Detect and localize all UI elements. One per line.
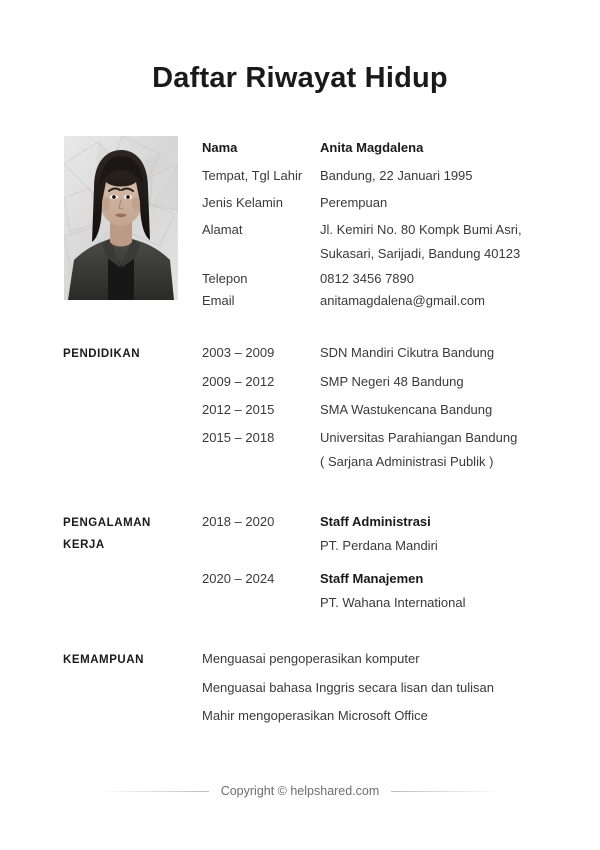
section-heading-pengalaman-kerja [63,512,198,556]
experience-position-2: Staff Manajemen [320,571,424,586]
personal-label-email: Email [202,293,235,308]
education-institution-4-line1: Universitas Parahiangan Bandung [320,430,518,445]
personal-value-telepon: 0812 3456 7890 [320,271,414,286]
education-years-2: 2009 – 2012 [202,374,275,389]
experience-detail-2 [320,569,575,613]
experience-position-1: Staff Administrasi [320,514,431,529]
footer [0,784,600,798]
education-institution-4 [320,428,575,472]
personal-value-tempat-tgl-lahir: Bandung, 22 Januari 1995 [320,168,473,183]
section-heading-kemampuan: KEMAMPUAN [63,654,144,666]
education-institution-4-line2: ( Sarjana Administrasi Publik ) [320,454,494,469]
section-heading-pengalaman-kerja-line2: KERJA [63,539,105,551]
personal-value-alamat [320,220,575,264]
section-heading-pengalaman-kerja-line1: PENGALAMAN [63,517,151,529]
skills-item-1: Menguasai pengoperasikan komputer [202,651,420,666]
personal-value-alamat-line1: Jl. Kemiri No. 80 Kompk Bumi Asri, [320,222,522,237]
personal-label-jenis-kelamin: Jenis Kelamin [202,195,283,210]
footer-rule-left [99,791,209,792]
skills-item-2: Menguasai bahasa Inggris secara lisan dan tulisan [202,680,494,695]
portrait-photo [64,136,178,300]
personal-value-jenis-kelamin: Perempuan [320,195,388,210]
education-institution-3: SMA Wastukencana Bandung [320,402,493,417]
personal-value-alamat-line2: Sukasari, Sarijadi, Bandung 40123 [320,246,521,261]
personal-label-nama: Nama [202,140,238,155]
education-years-4: 2015 – 2018 [202,430,275,445]
personal-label-telepon: Telepon [202,271,248,286]
personal-label-tempat-tgl-lahir: Tempat, Tgl Lahir [202,168,303,183]
portrait-photo-graphic [64,136,178,300]
experience-company-2: PT. Wahana International [320,595,466,610]
experience-company-1: PT. Perdana Mandiri [320,538,438,553]
education-years-1: 2003 – 2009 [202,345,275,360]
experience-years-2: 2020 – 2024 [202,571,275,586]
experience-years-1: 2018 – 2020 [202,514,275,529]
education-institution-2: SMP Negeri 48 Bandung [320,374,464,389]
personal-value-email: anitamagdalena@gmail.com [320,293,485,308]
personal-label-alamat: Alamat [202,222,243,237]
skills-item-3: Mahir mengoperasikan Microsoft Office [202,708,428,723]
experience-detail-1 [320,512,575,556]
footer-credit: Copyright © helpshared.com [220,784,380,798]
personal-value-nama: Anita Magdalena [320,140,424,155]
page-title: Daftar Riwayat Hidup [152,62,448,94]
section-heading-pendidikan: PENDIDIKAN [63,348,141,360]
education-institution-1: SDN Mandiri Cikutra Bandung [320,345,495,360]
footer-rule-right [391,791,501,792]
education-years-3: 2012 – 2015 [202,402,275,417]
